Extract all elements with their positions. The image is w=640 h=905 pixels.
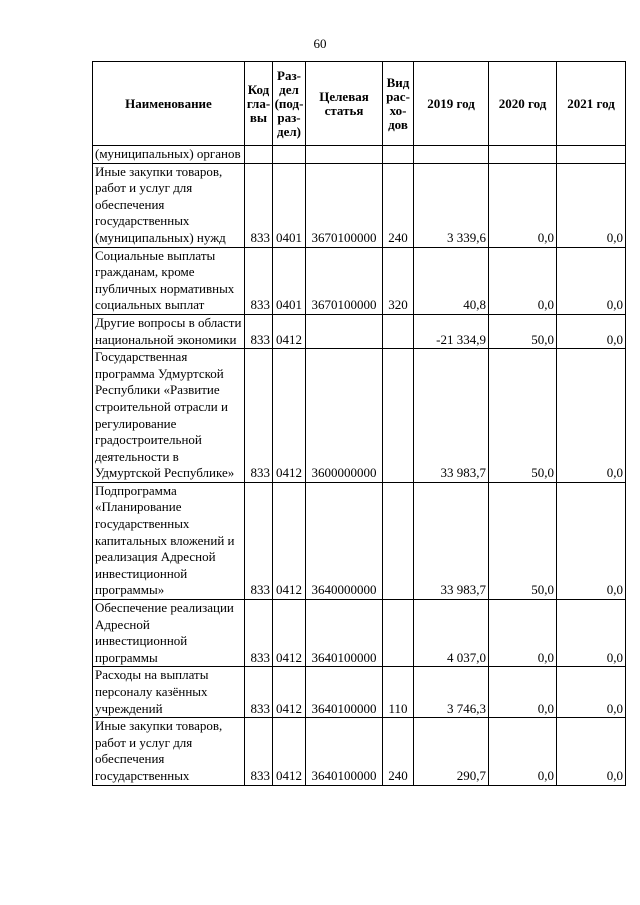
- header-glava: Код гла-вы: [245, 62, 273, 146]
- table-cell-razdel: 0401: [273, 163, 306, 247]
- table-cell-glava: 833: [245, 247, 273, 314]
- table-cell-name: Расходы на выплаты персоналу казённых учреждений: [93, 667, 245, 718]
- table-cell-2019: 33 983,7: [414, 349, 489, 483]
- table-cell-2020: 0,0: [489, 667, 557, 718]
- table-row: [93, 482, 626, 599]
- table-cell-2021: 0,0: [557, 600, 626, 667]
- header-2019: 2019 год: [414, 62, 489, 146]
- table-cell-name: Социальные выплаты гражданам, кроме публичных нормативных социальных выплат: [93, 247, 245, 314]
- table-row: [93, 349, 626, 483]
- table-cell-glava: 833: [245, 718, 273, 785]
- table-cell-statya: 3600000000: [306, 349, 383, 483]
- table-cell-2020: [489, 146, 557, 164]
- table-cell-name: Государственная программа Удмуртской Республики «Развитие строительной отрасли и регулирование градостроительной деятельности в Удмуртской Республике»: [93, 349, 245, 483]
- table-cell-2020: 50,0: [489, 314, 557, 348]
- header-razdel: Раз-дел (под-раз-дел): [273, 62, 306, 146]
- table-cell-2021: 0,0: [557, 718, 626, 785]
- table-cell-name: Иные закупки товаров, работ и услуг для обеспечения государственных (муниципальных) нужд: [93, 163, 245, 247]
- table-cell-2020: 0,0: [489, 163, 557, 247]
- table-cell-glava: 833: [245, 349, 273, 483]
- table-cell-razdel: 0412: [273, 349, 306, 483]
- table-cell-2019: 3 339,6: [414, 163, 489, 247]
- table-cell-2019: 290,7: [414, 718, 489, 785]
- table-cell-2021: 0,0: [557, 314, 626, 348]
- table-cell-glava: 833: [245, 482, 273, 599]
- table-cell-glava: 833: [245, 600, 273, 667]
- table-row: [93, 314, 626, 348]
- table-cell-2021: [557, 146, 626, 164]
- table-cell-razdel: 0412: [273, 482, 306, 599]
- table-cell-2020: 50,0: [489, 482, 557, 599]
- header-vid: Вид рас-хо-дов: [383, 62, 414, 146]
- page-number: 60: [313, 36, 327, 51]
- table-cell-glava: 833: [245, 314, 273, 348]
- table-cell-razdel: 0412: [273, 718, 306, 785]
- table-cell-vid: [383, 146, 414, 164]
- table-cell-name: Подпрограмма «Планирование государственных капитальных вложений и реализация Адресной инвестиционной программы»: [93, 482, 245, 599]
- table-cell-vid: [383, 349, 414, 483]
- table-header-row: [93, 62, 626, 146]
- table-cell-razdel: 0412: [273, 314, 306, 348]
- header-name: Наименование: [93, 62, 245, 146]
- table-cell-2019: 4 037,0: [414, 600, 489, 667]
- table-cell-statya: 3670100000: [306, 247, 383, 314]
- header-statya: Целевая статья: [306, 62, 383, 146]
- table-cell-razdel: 0412: [273, 667, 306, 718]
- table-cell-vid: 240: [383, 718, 414, 785]
- table-cell-razdel: [273, 146, 306, 164]
- table-cell-statya: 3670100000: [306, 163, 383, 247]
- table-row: [93, 247, 626, 314]
- table-cell-2019: -21 334,9: [414, 314, 489, 348]
- table-cell-vid: 110: [383, 667, 414, 718]
- table-cell-2021: 0,0: [557, 482, 626, 599]
- table-cell-glava: 833: [245, 667, 273, 718]
- table-cell-name: (муниципальных) органов: [93, 146, 245, 164]
- table-row: [93, 600, 626, 667]
- table-row: [93, 146, 626, 164]
- budget-table: [92, 61, 626, 786]
- table-cell-2020: 0,0: [489, 600, 557, 667]
- table-cell-2021: 0,0: [557, 163, 626, 247]
- table-cell-2019: 33 983,7: [414, 482, 489, 599]
- table-cell-2021: 0,0: [557, 349, 626, 483]
- table-cell-vid: [383, 482, 414, 599]
- table-cell-statya: 3640100000: [306, 667, 383, 718]
- table-cell-vid: [383, 314, 414, 348]
- table-cell-2019: 3 746,3: [414, 667, 489, 718]
- table-cell-2021: 0,0: [557, 247, 626, 314]
- table-cell-vid: [383, 600, 414, 667]
- table-cell-razdel: 0412: [273, 600, 306, 667]
- table-cell-vid: 240: [383, 163, 414, 247]
- table-cell-name: Обеспечение реализации Адресной инвестиционной программы: [93, 600, 245, 667]
- table-cell-2021: 0,0: [557, 667, 626, 718]
- table-cell-vid: 320: [383, 247, 414, 314]
- table-cell-statya: 3640000000: [306, 482, 383, 599]
- table-cell-name: Иные закупки товаров, работ и услуг для обеспечения государственных: [93, 718, 245, 785]
- table-cell-statya: [306, 314, 383, 348]
- table-cell-2019: 40,8: [414, 247, 489, 314]
- table-cell-razdel: 0401: [273, 247, 306, 314]
- header-2021: 2021 год: [557, 62, 626, 146]
- table-row: [93, 667, 626, 718]
- table-cell-glava: [245, 146, 273, 164]
- table-cell-2019: [414, 146, 489, 164]
- table-cell-2020: 0,0: [489, 247, 557, 314]
- table-row: [93, 163, 626, 247]
- table-cell-2020: 0,0: [489, 718, 557, 785]
- table-cell-glava: 833: [245, 163, 273, 247]
- table-row: [93, 718, 626, 785]
- table-cell-name: Другие вопросы в области национальной экономики: [93, 314, 245, 348]
- table-cell-statya: 3640100000: [306, 718, 383, 785]
- table-cell-statya: [306, 146, 383, 164]
- header-2020: 2020 год: [489, 62, 557, 146]
- table-cell-2020: 50,0: [489, 349, 557, 483]
- table-cell-statya: 3640100000: [306, 600, 383, 667]
